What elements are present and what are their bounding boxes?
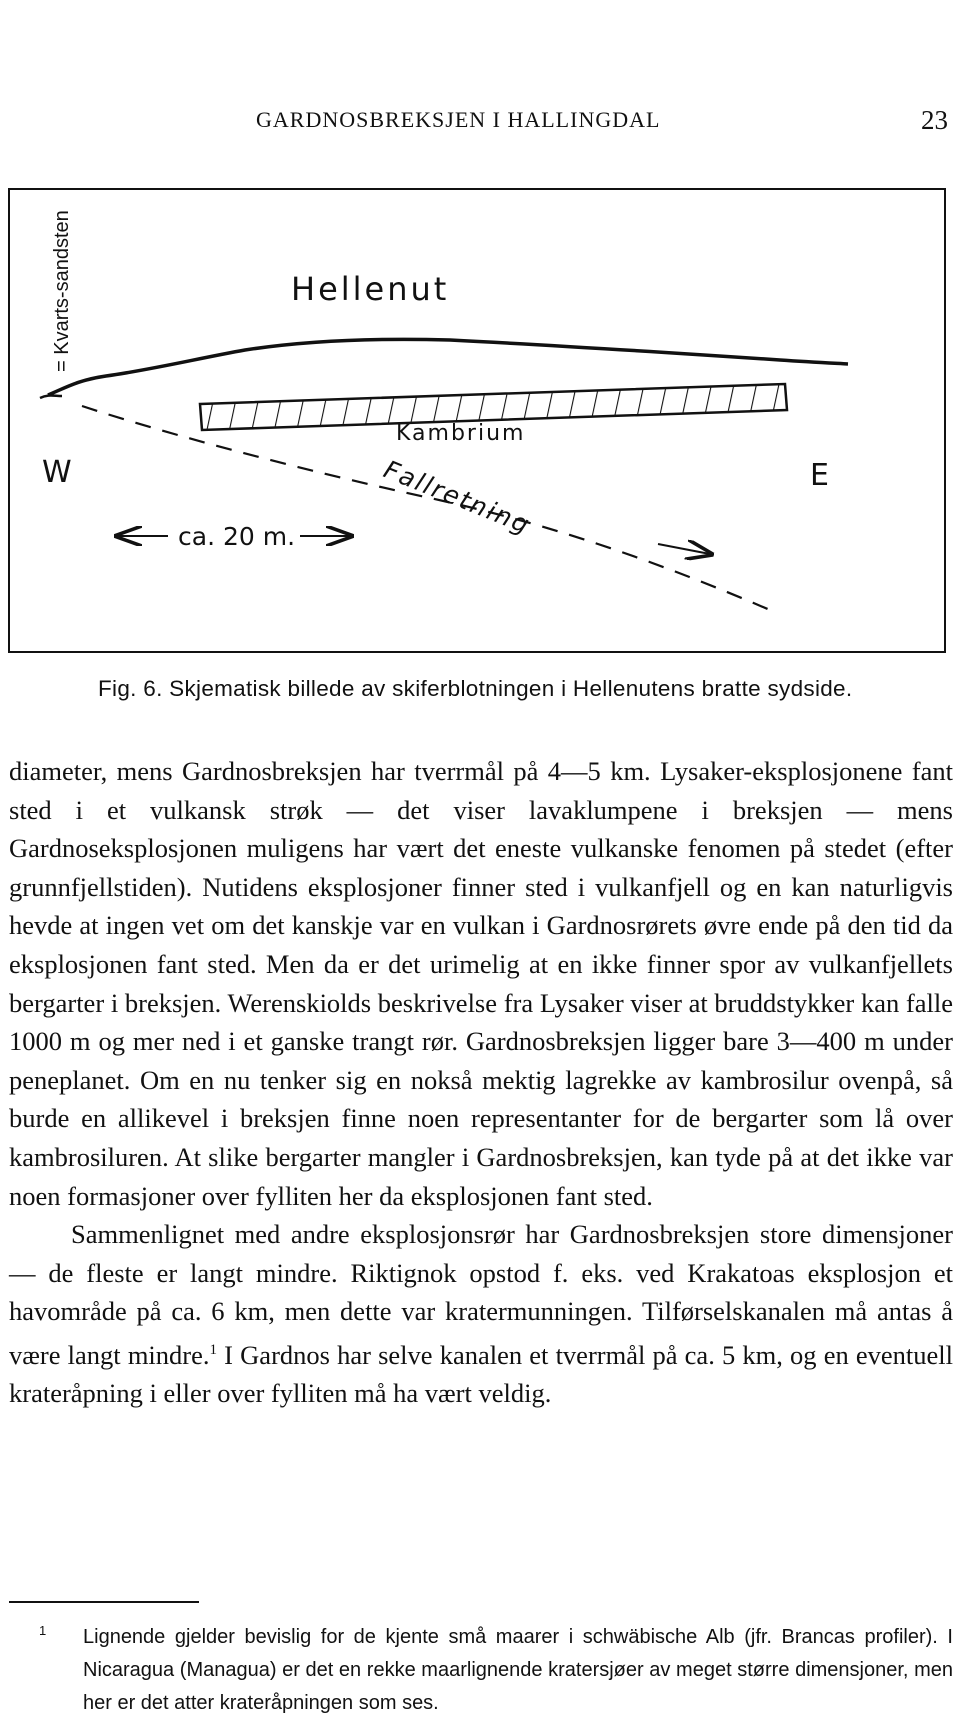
figure-caption: Fig. 6. Skjematisk billede av skiferblotningen i Hellenutens bratte sydside.: [98, 676, 853, 701]
footnote: [9, 1614, 953, 1720]
footnote-reference[interactable]: 1: [209, 1341, 218, 1358]
label-fallretning: Fallretning: [379, 454, 535, 540]
label-kvartssandsten: = Kvarts-sandsten: [51, 210, 73, 372]
label-hellenut: Hellenut: [291, 270, 450, 308]
paragraph-2-part-a: Sammenlignet med andre eksplosjonsrør har Gardnosbreksjen store dimensjoner — de fleste er langt mindre. Riktignok opstod f. eks. ved Krakatoas eksplosjon et havområde på ca. 6 km, men dette var kratermunningen. Tilførselskanalen må antas å være langt mindre.: [9, 1219, 953, 1370]
label-kambrium: Kambrium: [396, 421, 526, 446]
page-number: 23: [921, 105, 948, 135]
paragraph-1: diameter, mens Gardnosbreksjen har tverrmål på 4—5 km. Lysaker-eksplosjonene fant sted i et vulkansk strøk — det viser lavaklumpene i breksjen — mens Gardnoseksplosjonen muligens har vært det eneste vulkanske fenomen på stedet (efter grunnfjellstiden). Nutidens eksplosjoner finner sted i vulkanfjell og en kan naturligvis hevde at ingen vet om det kanskje var en vulkan i Gardnosrørets øvre ende på den tid da eksplosjonen fant sted. Men da er det urimelig at en ikke finner spor av vulkanfjellets bergarter i breksjen. Werenskiolds beskrivelse fra Lysaker viser at bruddstykker kan falle 1000 m og mer ned i et ganske trangt rør. Gardnosbreksjen ligger bare 3—400 m under peneplanet. Om en nu tenker sig en nokså mektig lagrekke av kambrosilur ovenpå, så burde en allikevel i breksjen finne noen representanter for de bergarter som lå over kambrosiluren. At slike bergarter mangler i Gardnosbreksjen, kan tyde på at det ikke var noen formasjoner over fylliten her da eksplosjonen fant sted.: [9, 756, 953, 1211]
terrain-left-edge: [40, 396, 62, 399]
scale-label: ca. 20 m.: [178, 522, 296, 551]
footnote-marker: 1: [39, 1623, 47, 1638]
running-head: [256, 105, 948, 145]
label-east: E: [810, 458, 829, 493]
figure-6: [8, 188, 946, 653]
running-head-title: GARDNOSBREKSJEN I HALLINGDAL: [256, 107, 661, 132]
paragraph-2-part-b: I Gardnos har selve kanalen et tverrmål på ca. 5 km, og en eventuell krateråpning i eller over fylliten må ha vært veldig.: [9, 1339, 954, 1409]
footnote-divider: [9, 1601, 199, 1603]
scale-bar: [118, 522, 350, 551]
vertical-label-kvartssandsten: [51, 210, 73, 372]
dip-arrow: [658, 544, 710, 554]
body-text: [9, 752, 953, 1413]
paragraph-2: [9, 1215, 953, 1413]
schematic-diagram: [10, 190, 943, 650]
footnote-text: Lignende gjelder bevislig for de kjente små maarer i schwäbische Alb (jfr. Brancas profiler). I Nicaragua (Managua) er det en rekke maarlignende kratersjøer av meget større dimensjoner, men her er det atter krateråpningen som ses.: [83, 1625, 953, 1714]
label-west: W: [42, 455, 72, 490]
